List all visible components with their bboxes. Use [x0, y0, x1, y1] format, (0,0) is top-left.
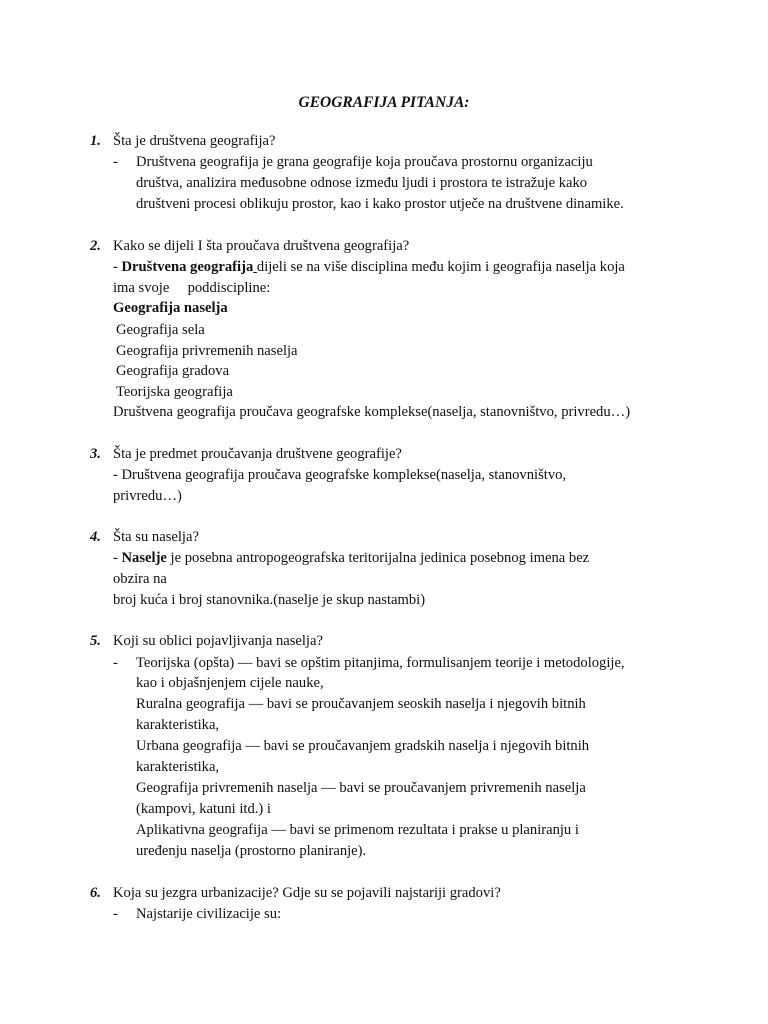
list-item: Geografija gradova: [116, 363, 230, 379]
answer-line: Najstarije civilizacije su:: [136, 906, 282, 922]
question-text: Koji su oblici pojavljivanja naselja?: [113, 633, 323, 649]
question-number: 4.: [90, 529, 101, 545]
list-item: Geografija privremenih naselja: [116, 343, 298, 359]
document-title: GEOGRAFIJA PITANJA:: [298, 94, 470, 111]
subheading: Geografija naselja: [113, 300, 228, 316]
answer-line: privredu…): [113, 488, 182, 504]
bullet-dash: -: [113, 906, 118, 922]
answer-line: (kampovi, katuni itd.) i: [136, 801, 271, 817]
answer-line: Ruralna geografija — bavi se proučavanjem seoskih naselja i njegovih bitnih: [136, 696, 586, 712]
list-item: Teorijska geografija: [116, 384, 233, 400]
answer-line: obzira na: [113, 571, 167, 587]
answer-line: uređenju naselja (prostorno planiranje).: [136, 843, 367, 859]
answer-line: broj kuća i broj stanovnika.(naselje je skup nastambi): [113, 592, 426, 608]
answer-line: ima svoje poddiscipline:: [113, 280, 271, 296]
bullet-dash: -: [113, 655, 118, 671]
question-number: 3.: [90, 446, 101, 462]
question-number: 6.: [90, 885, 101, 901]
answer-line: - Društvena geografija dijeli se na više disciplina među kojim i geografija naselja koja: [113, 259, 625, 275]
answer-line: Aplikativna geografija — bavi se primenom rezultata i prakse u planiranju i: [136, 822, 579, 838]
answer-line: - Društvena geografija proučava geografske komplekse(naselja, stanovništvo,: [113, 467, 567, 483]
question-number: 2.: [90, 238, 101, 254]
answer-line: Geografija privremenih naselja — bavi se proučavanjem privremenih naselja: [136, 780, 586, 796]
question-text: Kako se dijeli I šta proučava društvena geografija?: [113, 238, 410, 254]
answer-line: kao i objašnjenjem cijele nauke,: [136, 675, 324, 691]
question-number: 1.: [90, 133, 101, 149]
bold-term: Naselje: [121, 550, 167, 566]
answer-line: - Naselje je posebna antropogeografska teritorijalna jedinica posebnog imena bez: [113, 550, 590, 566]
question-text: Šta je društvena geografija?: [113, 133, 276, 149]
answer-line: Društvena geografija je grana geografije koja proučava prostornu organizaciju: [136, 154, 593, 170]
bold-term: Društvena geografija: [121, 259, 254, 275]
answer-line: karakteristika,: [136, 717, 220, 733]
list-item: Geografija sela: [116, 322, 205, 338]
answer-line: društveni procesi oblikuju prostor, kao i kako prostor utječe na društvene dinamike.: [136, 196, 624, 212]
question-number: 5.: [90, 633, 101, 649]
question-text: Šta je predmet proučavanja društvene geografije?: [113, 446, 402, 462]
question-text: Koja su jezgra urbanizacije? Gdje su se pojavili najstariji gradovi?: [113, 885, 501, 901]
answer-line: Urbana geografija — bavi se proučavanjem gradskih naselja i njegovih bitnih: [136, 738, 590, 754]
bullet-dash: -: [113, 154, 118, 170]
answer-line: društva, analizira međusobne odnose između ljudi i prostora te istražuje kako: [136, 175, 588, 191]
answer-line: karakteristika,: [136, 759, 220, 775]
answer-line: Društvena geografija proučava geografske komplekse(naselja, stanovništvo, privredu…): [113, 404, 631, 420]
answer-line: Teorijska (opšta) — bavi se opštim pitanjima, formulisanjem teorije i metodologije,: [136, 655, 625, 671]
question-text: Šta su naselja?: [113, 529, 199, 545]
